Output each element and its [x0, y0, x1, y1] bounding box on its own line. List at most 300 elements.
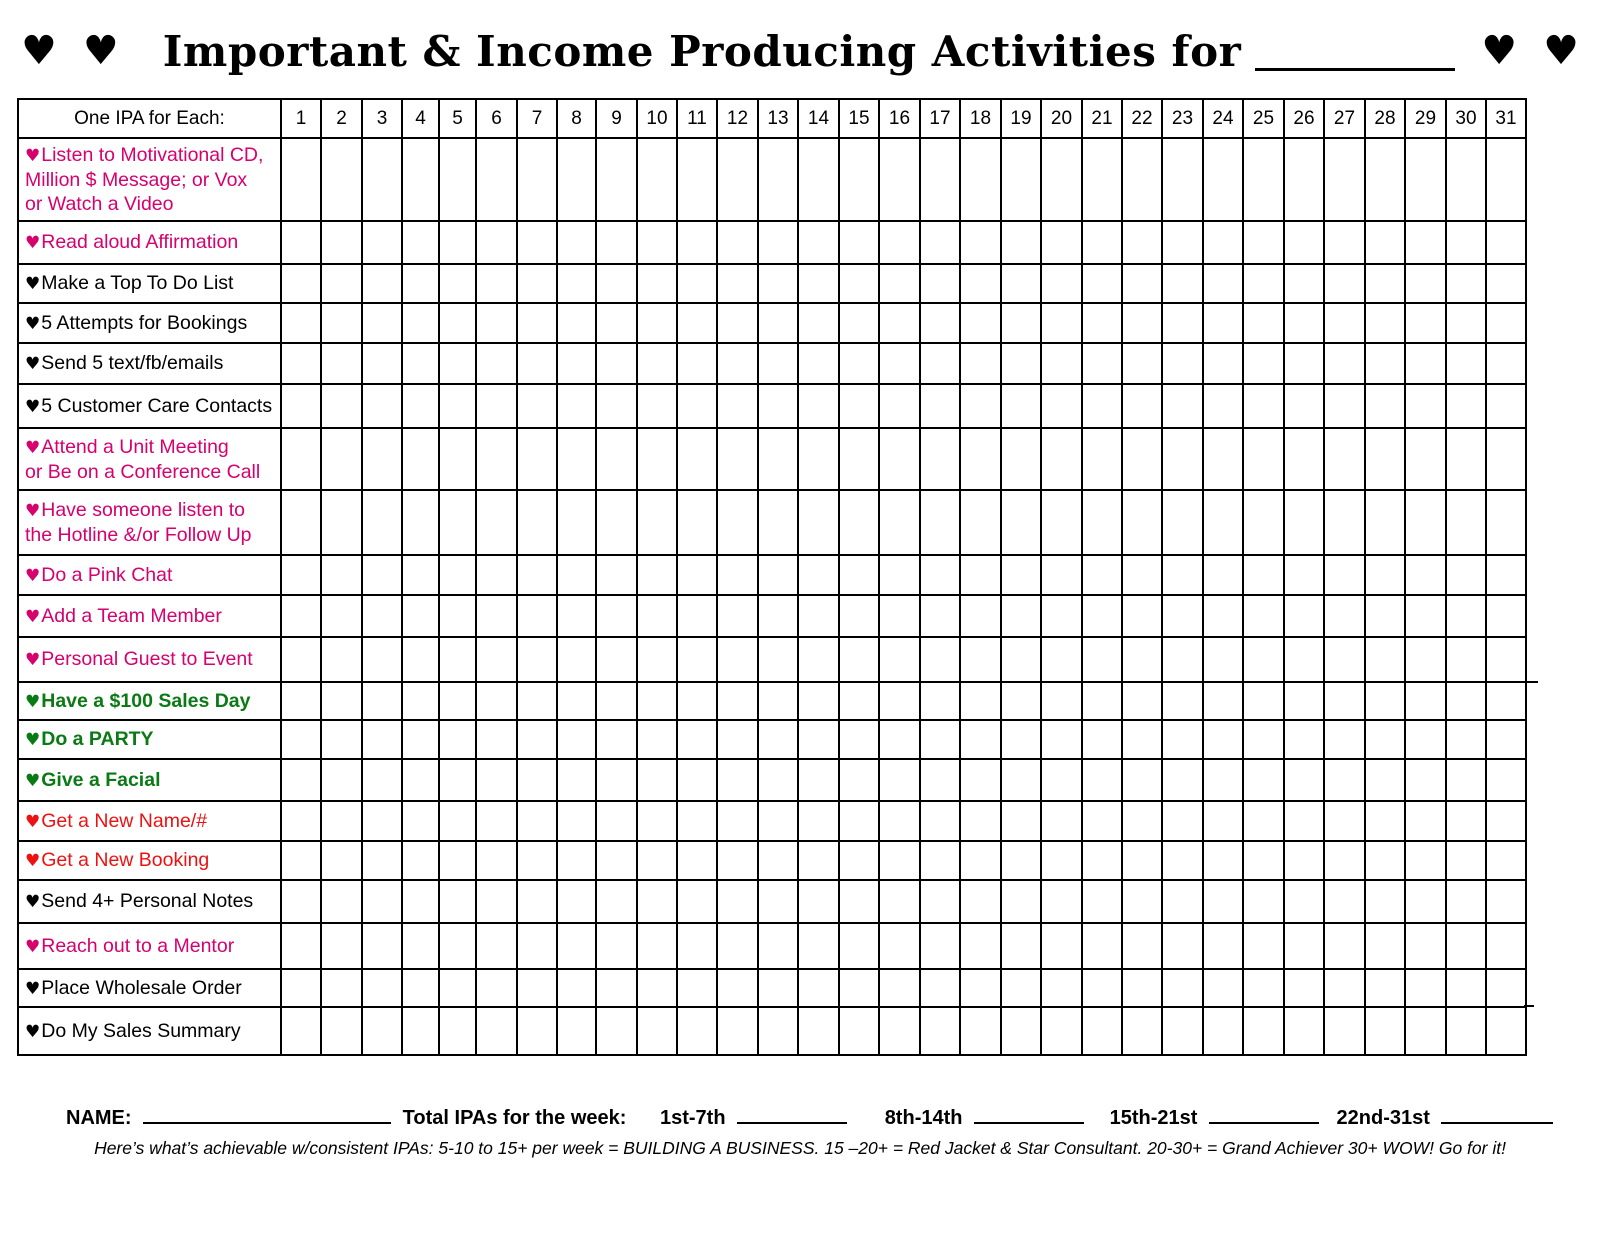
- day-checkbox-cell[interactable]: [879, 138, 920, 221]
- day-checkbox-cell[interactable]: [920, 841, 960, 880]
- day-checkbox-cell[interactable]: [758, 490, 798, 555]
- day-checkbox-cell[interactable]: [1486, 923, 1526, 969]
- day-checkbox-cell[interactable]: [1405, 759, 1446, 801]
- day-checkbox-cell[interactable]: [1243, 841, 1284, 880]
- day-checkbox-cell[interactable]: [839, 801, 879, 841]
- day-checkbox-cell[interactable]: [1446, 923, 1486, 969]
- day-checkbox-cell[interactable]: [1041, 682, 1082, 720]
- day-checkbox-cell[interactable]: [1486, 138, 1526, 221]
- day-checkbox-cell[interactable]: [1365, 490, 1405, 555]
- day-checkbox-cell[interactable]: [596, 303, 637, 343]
- day-checkbox-cell[interactable]: [717, 880, 758, 923]
- day-checkbox-cell[interactable]: [1203, 264, 1243, 303]
- day-checkbox-cell[interactable]: [596, 923, 637, 969]
- day-checkbox-cell[interactable]: [362, 490, 402, 555]
- day-checkbox-cell[interactable]: [1243, 759, 1284, 801]
- day-checkbox-cell[interactable]: [960, 303, 1001, 343]
- day-checkbox-cell[interactable]: [1324, 923, 1365, 969]
- day-checkbox-cell[interactable]: [1243, 720, 1284, 759]
- day-checkbox-cell[interactable]: [637, 490, 677, 555]
- day-checkbox-cell[interactable]: [1486, 880, 1526, 923]
- day-checkbox-cell[interactable]: [402, 1007, 439, 1055]
- day-checkbox-cell[interactable]: [1122, 682, 1162, 720]
- day-checkbox-cell[interactable]: [1405, 303, 1446, 343]
- day-checkbox-cell[interactable]: [439, 637, 476, 682]
- day-checkbox-cell[interactable]: [1324, 720, 1365, 759]
- day-checkbox-cell[interactable]: [839, 303, 879, 343]
- day-checkbox-cell[interactable]: [1041, 595, 1082, 637]
- day-checkbox-cell[interactable]: [281, 637, 321, 682]
- day-checkbox-cell[interactable]: [517, 682, 557, 720]
- day-checkbox-cell[interactable]: [1405, 343, 1446, 384]
- day-checkbox-cell[interactable]: [517, 595, 557, 637]
- day-checkbox-cell[interactable]: [281, 428, 321, 490]
- day-checkbox-cell[interactable]: [677, 637, 717, 682]
- day-checkbox-cell[interactable]: [798, 969, 839, 1007]
- day-checkbox-cell[interactable]: [321, 490, 362, 555]
- day-checkbox-cell[interactable]: [1324, 264, 1365, 303]
- day-checkbox-cell[interactable]: [717, 1007, 758, 1055]
- day-checkbox-cell[interactable]: [281, 759, 321, 801]
- day-checkbox-cell[interactable]: [1082, 637, 1122, 682]
- day-checkbox-cell[interactable]: [1243, 923, 1284, 969]
- day-checkbox-cell[interactable]: [879, 303, 920, 343]
- day-checkbox-cell[interactable]: [879, 880, 920, 923]
- day-checkbox-cell[interactable]: [960, 343, 1001, 384]
- day-checkbox-cell[interactable]: [839, 841, 879, 880]
- day-checkbox-cell[interactable]: [1365, 1007, 1405, 1055]
- day-checkbox-cell[interactable]: [1405, 1007, 1446, 1055]
- day-checkbox-cell[interactable]: [1365, 682, 1405, 720]
- day-checkbox-cell[interactable]: [402, 759, 439, 801]
- day-checkbox-cell[interactable]: [879, 555, 920, 595]
- day-checkbox-cell[interactable]: [281, 384, 321, 428]
- day-checkbox-cell[interactable]: [637, 923, 677, 969]
- day-checkbox-cell[interactable]: [1405, 720, 1446, 759]
- day-checkbox-cell[interactable]: [1365, 841, 1405, 880]
- day-checkbox-cell[interactable]: [439, 595, 476, 637]
- day-checkbox-cell[interactable]: [1122, 923, 1162, 969]
- day-checkbox-cell[interactable]: [1243, 682, 1284, 720]
- day-checkbox-cell[interactable]: [1122, 221, 1162, 264]
- day-checkbox-cell[interactable]: [1405, 682, 1446, 720]
- day-checkbox-cell[interactable]: [596, 841, 637, 880]
- day-checkbox-cell[interactable]: [1243, 880, 1284, 923]
- day-checkbox-cell[interactable]: [439, 221, 476, 264]
- day-checkbox-cell[interactable]: [517, 490, 557, 555]
- day-checkbox-cell[interactable]: [920, 1007, 960, 1055]
- day-checkbox-cell[interactable]: [1162, 1007, 1203, 1055]
- day-checkbox-cell[interactable]: [758, 343, 798, 384]
- day-checkbox-cell[interactable]: [717, 720, 758, 759]
- day-checkbox-cell[interactable]: [839, 759, 879, 801]
- day-checkbox-cell[interactable]: [1446, 343, 1486, 384]
- day-checkbox-cell[interactable]: [402, 637, 439, 682]
- day-checkbox-cell[interactable]: [439, 801, 476, 841]
- day-checkbox-cell[interactable]: [758, 221, 798, 264]
- day-checkbox-cell[interactable]: [321, 1007, 362, 1055]
- day-checkbox-cell[interactable]: [1203, 221, 1243, 264]
- day-checkbox-cell[interactable]: [1365, 343, 1405, 384]
- day-checkbox-cell[interactable]: [476, 841, 517, 880]
- day-checkbox-cell[interactable]: [517, 384, 557, 428]
- day-checkbox-cell[interactable]: [1082, 384, 1122, 428]
- day-checkbox-cell[interactable]: [362, 221, 402, 264]
- day-checkbox-cell[interactable]: [321, 801, 362, 841]
- day-checkbox-cell[interactable]: [402, 264, 439, 303]
- day-checkbox-cell[interactable]: [1284, 841, 1324, 880]
- day-checkbox-cell[interactable]: [1324, 428, 1365, 490]
- day-checkbox-cell[interactable]: [1243, 969, 1284, 1007]
- name-blank-line[interactable]: [143, 1104, 391, 1124]
- day-checkbox-cell[interactable]: [557, 595, 596, 637]
- day-checkbox-cell[interactable]: [879, 490, 920, 555]
- day-checkbox-cell[interactable]: [1203, 801, 1243, 841]
- day-checkbox-cell[interactable]: [637, 221, 677, 264]
- day-checkbox-cell[interactable]: [1405, 384, 1446, 428]
- day-checkbox-cell[interactable]: [1365, 720, 1405, 759]
- day-checkbox-cell[interactable]: [517, 880, 557, 923]
- day-checkbox-cell[interactable]: [476, 138, 517, 221]
- day-checkbox-cell[interactable]: [839, 490, 879, 555]
- day-checkbox-cell[interactable]: [281, 343, 321, 384]
- day-checkbox-cell[interactable]: [717, 264, 758, 303]
- day-checkbox-cell[interactable]: [1001, 595, 1041, 637]
- day-checkbox-cell[interactable]: [879, 264, 920, 303]
- day-checkbox-cell[interactable]: [362, 759, 402, 801]
- day-checkbox-cell[interactable]: [402, 841, 439, 880]
- day-checkbox-cell[interactable]: [1203, 595, 1243, 637]
- day-checkbox-cell[interactable]: [717, 384, 758, 428]
- day-checkbox-cell[interactable]: [1405, 138, 1446, 221]
- day-checkbox-cell[interactable]: [1365, 384, 1405, 428]
- day-checkbox-cell[interactable]: [758, 682, 798, 720]
- day-checkbox-cell[interactable]: [1365, 880, 1405, 923]
- day-checkbox-cell[interactable]: [879, 969, 920, 1007]
- day-checkbox-cell[interactable]: [557, 555, 596, 595]
- day-checkbox-cell[interactable]: [960, 880, 1001, 923]
- day-checkbox-cell[interactable]: [1446, 221, 1486, 264]
- day-checkbox-cell[interactable]: [879, 428, 920, 490]
- day-checkbox-cell[interactable]: [362, 801, 402, 841]
- day-checkbox-cell[interactable]: [879, 923, 920, 969]
- day-checkbox-cell[interactable]: [1082, 923, 1122, 969]
- day-checkbox-cell[interactable]: [920, 759, 960, 801]
- day-checkbox-cell[interactable]: [1041, 264, 1082, 303]
- day-checkbox-cell[interactable]: [321, 759, 362, 801]
- day-checkbox-cell[interactable]: [1001, 490, 1041, 555]
- day-checkbox-cell[interactable]: [321, 264, 362, 303]
- day-checkbox-cell[interactable]: [1324, 801, 1365, 841]
- day-checkbox-cell[interactable]: [557, 428, 596, 490]
- day-checkbox-cell[interactable]: [1001, 841, 1041, 880]
- day-checkbox-cell[interactable]: [1446, 801, 1486, 841]
- day-checkbox-cell[interactable]: [557, 759, 596, 801]
- day-checkbox-cell[interactable]: [402, 969, 439, 1007]
- day-checkbox-cell[interactable]: [1082, 490, 1122, 555]
- day-checkbox-cell[interactable]: [1284, 682, 1324, 720]
- day-checkbox-cell[interactable]: [717, 303, 758, 343]
- day-checkbox-cell[interactable]: [557, 384, 596, 428]
- day-checkbox-cell[interactable]: [1446, 969, 1486, 1007]
- day-checkbox-cell[interactable]: [1203, 490, 1243, 555]
- day-checkbox-cell[interactable]: [1446, 303, 1486, 343]
- day-checkbox-cell[interactable]: [402, 720, 439, 759]
- day-checkbox-cell[interactable]: [920, 138, 960, 221]
- day-checkbox-cell[interactable]: [758, 595, 798, 637]
- day-checkbox-cell[interactable]: [1324, 384, 1365, 428]
- day-checkbox-cell[interactable]: [321, 969, 362, 1007]
- day-checkbox-cell[interactable]: [1365, 264, 1405, 303]
- day-checkbox-cell[interactable]: [677, 759, 717, 801]
- day-checkbox-cell[interactable]: [1446, 759, 1486, 801]
- day-checkbox-cell[interactable]: [402, 595, 439, 637]
- day-checkbox-cell[interactable]: [1486, 384, 1526, 428]
- day-checkbox-cell[interactable]: [281, 880, 321, 923]
- day-checkbox-cell[interactable]: [677, 221, 717, 264]
- day-checkbox-cell[interactable]: [1001, 720, 1041, 759]
- day-checkbox-cell[interactable]: [1284, 720, 1324, 759]
- day-checkbox-cell[interactable]: [1001, 555, 1041, 595]
- day-checkbox-cell[interactable]: [960, 384, 1001, 428]
- day-checkbox-cell[interactable]: [839, 138, 879, 221]
- day-checkbox-cell[interactable]: [677, 880, 717, 923]
- day-checkbox-cell[interactable]: [1405, 221, 1446, 264]
- day-checkbox-cell[interactable]: [476, 221, 517, 264]
- day-checkbox-cell[interactable]: [798, 221, 839, 264]
- day-checkbox-cell[interactable]: [402, 555, 439, 595]
- day-checkbox-cell[interactable]: [717, 841, 758, 880]
- day-checkbox-cell[interactable]: [362, 969, 402, 1007]
- day-checkbox-cell[interactable]: [960, 637, 1001, 682]
- day-checkbox-cell[interactable]: [1284, 969, 1324, 1007]
- day-checkbox-cell[interactable]: [596, 1007, 637, 1055]
- day-checkbox-cell[interactable]: [1162, 138, 1203, 221]
- day-checkbox-cell[interactable]: [1324, 595, 1365, 637]
- day-checkbox-cell[interactable]: [281, 555, 321, 595]
- day-checkbox-cell[interactable]: [798, 1007, 839, 1055]
- day-checkbox-cell[interactable]: [1082, 880, 1122, 923]
- day-checkbox-cell[interactable]: [321, 841, 362, 880]
- day-checkbox-cell[interactable]: [920, 343, 960, 384]
- day-checkbox-cell[interactable]: [1324, 880, 1365, 923]
- day-checkbox-cell[interactable]: [1041, 428, 1082, 490]
- day-checkbox-cell[interactable]: [1405, 637, 1446, 682]
- day-checkbox-cell[interactable]: [321, 880, 362, 923]
- day-checkbox-cell[interactable]: [758, 264, 798, 303]
- day-checkbox-cell[interactable]: [1446, 555, 1486, 595]
- day-checkbox-cell[interactable]: [476, 682, 517, 720]
- day-checkbox-cell[interactable]: [758, 759, 798, 801]
- day-checkbox-cell[interactable]: [677, 138, 717, 221]
- day-checkbox-cell[interactable]: [476, 759, 517, 801]
- day-checkbox-cell[interactable]: [281, 801, 321, 841]
- day-checkbox-cell[interactable]: [879, 384, 920, 428]
- day-checkbox-cell[interactable]: [402, 221, 439, 264]
- day-checkbox-cell[interactable]: [920, 221, 960, 264]
- day-checkbox-cell[interactable]: [1486, 841, 1526, 880]
- day-checkbox-cell[interactable]: [879, 637, 920, 682]
- day-checkbox-cell[interactable]: [321, 720, 362, 759]
- day-checkbox-cell[interactable]: [439, 343, 476, 384]
- day-checkbox-cell[interactable]: [1122, 428, 1162, 490]
- day-checkbox-cell[interactable]: [1365, 221, 1405, 264]
- day-checkbox-cell[interactable]: [281, 969, 321, 1007]
- day-checkbox-cell[interactable]: [1284, 637, 1324, 682]
- day-checkbox-cell[interactable]: [362, 264, 402, 303]
- day-checkbox-cell[interactable]: [1122, 969, 1162, 1007]
- day-checkbox-cell[interactable]: [439, 138, 476, 221]
- day-checkbox-cell[interactable]: [1446, 595, 1486, 637]
- day-checkbox-cell[interactable]: [476, 1007, 517, 1055]
- day-checkbox-cell[interactable]: [596, 969, 637, 1007]
- day-checkbox-cell[interactable]: [637, 682, 677, 720]
- day-checkbox-cell[interactable]: [596, 637, 637, 682]
- day-checkbox-cell[interactable]: [1162, 923, 1203, 969]
- day-checkbox-cell[interactable]: [1122, 1007, 1162, 1055]
- day-checkbox-cell[interactable]: [1122, 637, 1162, 682]
- day-checkbox-cell[interactable]: [1162, 490, 1203, 555]
- day-checkbox-cell[interactable]: [1203, 428, 1243, 490]
- day-checkbox-cell[interactable]: [798, 801, 839, 841]
- day-checkbox-cell[interactable]: [439, 841, 476, 880]
- day-checkbox-cell[interactable]: [717, 343, 758, 384]
- day-checkbox-cell[interactable]: [1405, 428, 1446, 490]
- month-blank-line[interactable]: [1255, 32, 1455, 71]
- day-checkbox-cell[interactable]: [960, 138, 1001, 221]
- day-checkbox-cell[interactable]: [920, 490, 960, 555]
- day-checkbox-cell[interactable]: [1203, 303, 1243, 343]
- day-checkbox-cell[interactable]: [439, 303, 476, 343]
- day-checkbox-cell[interactable]: [717, 969, 758, 1007]
- day-checkbox-cell[interactable]: [402, 343, 439, 384]
- day-checkbox-cell[interactable]: [677, 801, 717, 841]
- day-checkbox-cell[interactable]: [920, 264, 960, 303]
- day-checkbox-cell[interactable]: [476, 384, 517, 428]
- day-checkbox-cell[interactable]: [960, 221, 1001, 264]
- day-checkbox-cell[interactable]: [517, 841, 557, 880]
- day-checkbox-cell[interactable]: [920, 428, 960, 490]
- day-checkbox-cell[interactable]: [1284, 264, 1324, 303]
- day-checkbox-cell[interactable]: [798, 595, 839, 637]
- day-checkbox-cell[interactable]: [677, 720, 717, 759]
- day-checkbox-cell[interactable]: [476, 880, 517, 923]
- day-checkbox-cell[interactable]: [1365, 428, 1405, 490]
- day-checkbox-cell[interactable]: [717, 595, 758, 637]
- day-checkbox-cell[interactable]: [1284, 303, 1324, 343]
- day-checkbox-cell[interactable]: [960, 490, 1001, 555]
- day-checkbox-cell[interactable]: [677, 384, 717, 428]
- day-checkbox-cell[interactable]: [1446, 384, 1486, 428]
- day-checkbox-cell[interactable]: [1041, 221, 1082, 264]
- day-checkbox-cell[interactable]: [1041, 759, 1082, 801]
- day-checkbox-cell[interactable]: [1162, 303, 1203, 343]
- day-checkbox-cell[interactable]: [839, 221, 879, 264]
- day-checkbox-cell[interactable]: [476, 428, 517, 490]
- day-checkbox-cell[interactable]: [1001, 221, 1041, 264]
- day-checkbox-cell[interactable]: [1203, 343, 1243, 384]
- day-checkbox-cell[interactable]: [1486, 801, 1526, 841]
- day-checkbox-cell[interactable]: [677, 490, 717, 555]
- day-checkbox-cell[interactable]: [1162, 384, 1203, 428]
- day-checkbox-cell[interactable]: [557, 841, 596, 880]
- day-checkbox-cell[interactable]: [1365, 637, 1405, 682]
- day-checkbox-cell[interactable]: [1122, 880, 1162, 923]
- day-checkbox-cell[interactable]: [402, 682, 439, 720]
- day-checkbox-cell[interactable]: [839, 923, 879, 969]
- day-checkbox-cell[interactable]: [637, 880, 677, 923]
- day-checkbox-cell[interactable]: [557, 343, 596, 384]
- day-checkbox-cell[interactable]: [1203, 138, 1243, 221]
- day-checkbox-cell[interactable]: [1203, 1007, 1243, 1055]
- day-checkbox-cell[interactable]: [1162, 595, 1203, 637]
- day-checkbox-cell[interactable]: [1446, 880, 1486, 923]
- day-checkbox-cell[interactable]: [439, 384, 476, 428]
- day-checkbox-cell[interactable]: [637, 969, 677, 1007]
- day-checkbox-cell[interactable]: [1041, 490, 1082, 555]
- day-checkbox-cell[interactable]: [960, 759, 1001, 801]
- day-checkbox-cell[interactable]: [1041, 801, 1082, 841]
- day-checkbox-cell[interactable]: [1122, 841, 1162, 880]
- day-checkbox-cell[interactable]: [1001, 138, 1041, 221]
- day-checkbox-cell[interactable]: [1082, 1007, 1122, 1055]
- day-checkbox-cell[interactable]: [362, 595, 402, 637]
- day-checkbox-cell[interactable]: [920, 801, 960, 841]
- day-checkbox-cell[interactable]: [1243, 303, 1284, 343]
- day-checkbox-cell[interactable]: [402, 490, 439, 555]
- day-checkbox-cell[interactable]: [1324, 303, 1365, 343]
- day-checkbox-cell[interactable]: [596, 682, 637, 720]
- day-checkbox-cell[interactable]: [677, 923, 717, 969]
- day-checkbox-cell[interactable]: [402, 384, 439, 428]
- day-checkbox-cell[interactable]: [1284, 595, 1324, 637]
- day-checkbox-cell[interactable]: [362, 880, 402, 923]
- day-checkbox-cell[interactable]: [321, 343, 362, 384]
- day-checkbox-cell[interactable]: [596, 759, 637, 801]
- day-checkbox-cell[interactable]: [1082, 221, 1122, 264]
- day-checkbox-cell[interactable]: [1082, 841, 1122, 880]
- day-checkbox-cell[interactable]: [1243, 555, 1284, 595]
- day-checkbox-cell[interactable]: [637, 428, 677, 490]
- day-checkbox-cell[interactable]: [1122, 343, 1162, 384]
- day-checkbox-cell[interactable]: [596, 221, 637, 264]
- day-checkbox-cell[interactable]: [557, 801, 596, 841]
- day-checkbox-cell[interactable]: [281, 264, 321, 303]
- day-checkbox-cell[interactable]: [476, 720, 517, 759]
- day-checkbox-cell[interactable]: [677, 969, 717, 1007]
- day-checkbox-cell[interactable]: [596, 264, 637, 303]
- day-checkbox-cell[interactable]: [1405, 595, 1446, 637]
- day-checkbox-cell[interactable]: [362, 138, 402, 221]
- day-checkbox-cell[interactable]: [596, 595, 637, 637]
- day-checkbox-cell[interactable]: [637, 343, 677, 384]
- day-checkbox-cell[interactable]: [1162, 555, 1203, 595]
- day-checkbox-cell[interactable]: [920, 637, 960, 682]
- day-checkbox-cell[interactable]: [637, 637, 677, 682]
- day-checkbox-cell[interactable]: [677, 555, 717, 595]
- day-checkbox-cell[interactable]: [1001, 303, 1041, 343]
- day-checkbox-cell[interactable]: [1405, 801, 1446, 841]
- day-checkbox-cell[interactable]: [879, 1007, 920, 1055]
- day-checkbox-cell[interactable]: [1405, 923, 1446, 969]
- day-checkbox-cell[interactable]: [1203, 384, 1243, 428]
- day-checkbox-cell[interactable]: [717, 138, 758, 221]
- day-checkbox-cell[interactable]: [920, 384, 960, 428]
- day-checkbox-cell[interactable]: [281, 595, 321, 637]
- day-checkbox-cell[interactable]: [1243, 801, 1284, 841]
- day-checkbox-cell[interactable]: [439, 720, 476, 759]
- day-checkbox-cell[interactable]: [1486, 343, 1526, 384]
